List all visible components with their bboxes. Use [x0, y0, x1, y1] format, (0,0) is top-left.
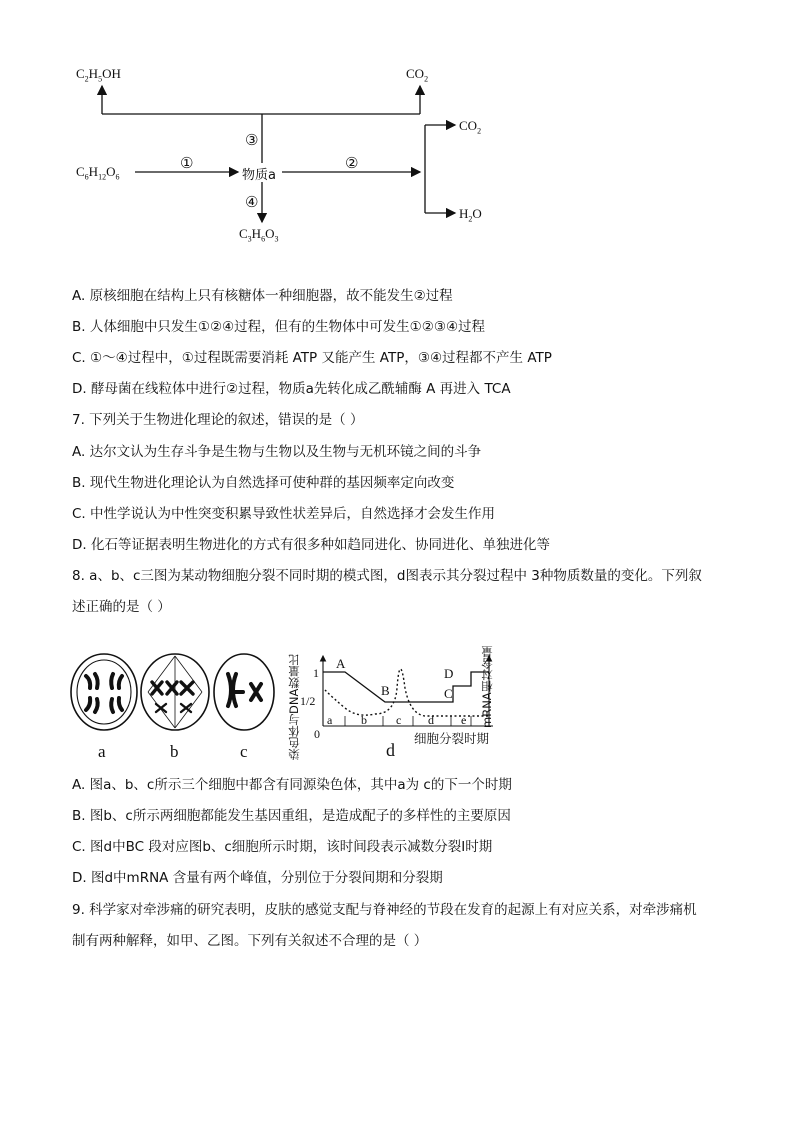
step1-marker: ①: [180, 154, 194, 172]
cell-division-figures: [68, 652, 278, 736]
q8-stem-line2: 述正确的是（ ）: [72, 599, 171, 615]
q8-option-a: A. 图a、b、c所示三个细胞中都含有同源染色体，其中a为 c的下一个时期: [72, 777, 512, 793]
q7-stem: 7. 下列关于生物进化理论的叙述，错误的是（ ）: [72, 412, 364, 428]
point-a-label: A: [336, 656, 346, 671]
cell-b-drawing: [141, 654, 209, 730]
q6-option-c: C. ①～④过程中，①过程既需要消耗 ATP 又能产生 ATP，③④过程都不产生 ATP: [72, 350, 552, 366]
lactate-label: $C_3H_6O_3$: [239, 226, 279, 244]
q9-stem-line2: 制有两种解释，如甲、乙图。下列有关叙述不合理的是（ ）: [72, 933, 428, 949]
q9-stem-line1: 9. 科学家对牵涉痛的研究表明，皮肤的感觉支配与脊神经的节段在发育的起源上有对应关系，对牵涉痛机: [72, 902, 697, 918]
q6-option-d: D. 酵母菌在线粒体中进行②过程，物质a先转化成乙酰辅酶 A 再进入 TCA: [72, 381, 511, 397]
point-d-label: D: [444, 666, 454, 681]
graph-d-label: d: [386, 740, 395, 760]
phase-b: b: [361, 713, 367, 727]
cell-a-drawing: [71, 654, 137, 730]
co2-top-label: $CO_2$: [406, 66, 429, 84]
phase-d: d: [428, 713, 434, 727]
cell-c-label: c: [240, 742, 248, 761]
co2-right-label: $CO_2$: [459, 118, 482, 136]
q7-option-a: A. 达尔文认为生存斗争是生物与生物以及生物与无机环镜之间的斗争: [72, 444, 482, 460]
phase-a: a: [327, 713, 333, 727]
q7-option-c: C. 中性学说认为中性突变积累导致性状差异后，自然选择才会发生作用: [72, 506, 496, 522]
q6-option-a: A. 原核细胞在结构上只有核糖体一种细胞器，故不能发生②过程: [72, 288, 453, 304]
y-tick-half: 1/2: [300, 694, 316, 708]
pathway-arrows: [0, 0, 794, 260]
x-axis-title: 细胞分裂时期: [414, 731, 490, 746]
q8-option-d: D. 图d中mRNA 含量有两个峰值，分别位于分裂间期和分裂期: [72, 870, 443, 886]
step3-marker: ③: [245, 131, 259, 149]
q7-option-d: D. 化石等证据表明生物进化的方式有很多种如趋同进化、协同进化、单独进化等: [72, 537, 550, 553]
phase-e: e: [461, 713, 467, 727]
glucose-label: $C_6H_{12}O_6$: [76, 164, 120, 182]
q8-stem-line1: 8. a、b、c三图为某动物细胞分裂不同时期的模式图，d图表示其分裂过程中 3种物质数量的变化。下列叙: [72, 568, 702, 584]
q7-option-b: B. 现代生物进化理论认为自然选择可使种群的基因频率定向改变: [72, 475, 455, 491]
y-tick-1: 1: [313, 666, 319, 680]
q6-option-b: B. 人体细胞中只发生①②④过程，但有的生物体中可发生①②③④过程: [72, 319, 486, 335]
substance-a-label: 物质a: [242, 168, 276, 183]
step2-marker: ②: [345, 154, 359, 172]
cell-c-drawing: [214, 654, 274, 730]
water-label: $H_2O$: [459, 206, 482, 224]
point-b-label: B: [381, 683, 390, 698]
phase-c: c: [396, 713, 402, 727]
origin-label: 0: [314, 727, 320, 741]
y-axis-left-label: 染色体与DNA数量比: [287, 654, 301, 760]
q8-option-c: C. 图d中BC 段对应图b、c细胞所示时期，该时间段表示减数分裂Ⅰ时期: [72, 839, 493, 855]
y-axis-right-label: mRNA相对含量: [480, 646, 494, 728]
ethanol-label: $C_2H_5OH$: [76, 66, 121, 84]
q8-option-b: B. 图b、c所示两细胞都能发生基因重组，是造成配子的多样性的主要原因: [72, 808, 511, 824]
cell-b-label: b: [170, 742, 179, 761]
cell-a-label: a: [98, 742, 106, 761]
step4-marker: ④: [245, 193, 259, 211]
point-c-label: C: [444, 686, 453, 701]
